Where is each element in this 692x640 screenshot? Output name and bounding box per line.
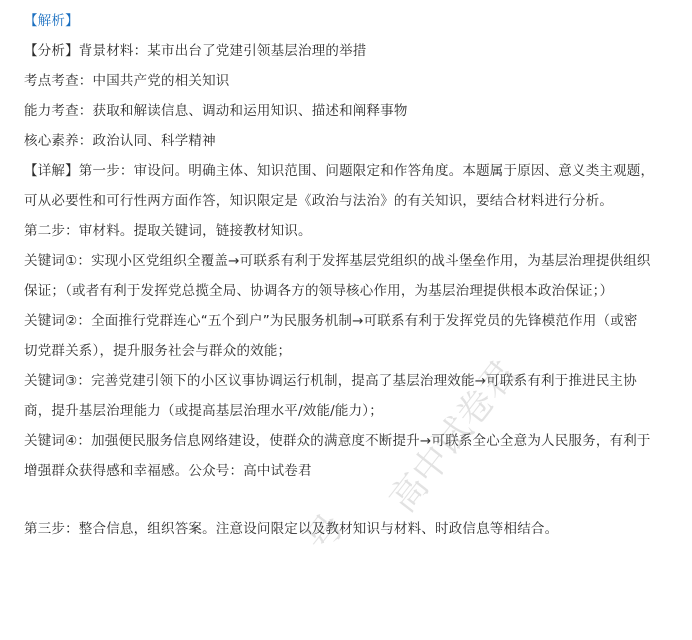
detail-line-1: 【详解】第一步：审设问。明确主体、知识范围、问题限定和作答角度。本题属于原因、意义类主观题，	[24, 163, 655, 179]
step-three-line: 第三步：整合信息，组织答案。注意设问限定以及教材知识与材料、时政信息等相结合。	[24, 521, 559, 537]
detail-line-2: 可从必要性和可行性两方面作答，知识限定是《政治与法治》的有关知识，要结合材料进行分析。	[24, 193, 614, 209]
keyword-2-line-1: 关键词②：全面推行党群连心“五个到户”为民服务机制→可联系有利于发挥党员的先锋模范作用（或密	[24, 313, 638, 329]
keyword-3-line-2: 商，提升基层治理能力（或提高基层治理水平/效能/能力）；	[24, 403, 383, 419]
ability-line: 能力考查：获取和解读信息、调动和运用知识、描述和阐释事物	[24, 103, 408, 119]
keyword-2-line-2: 切党群关系），提升服务社会与群众的效能；	[24, 343, 292, 359]
core-literacy-line: 核心素养：政治认同、科学精神	[24, 133, 216, 149]
keyword-4-line-1: 关键词④：加强便民服务信息网络建设，使群众的满意度不断提升→可联系全心全意为人民服务，有利于	[24, 433, 651, 449]
keyword-1-line-1: 关键词①：实现小区党组织全覆盖→可联系有利于发挥基层党组织的战斗堡垒作用，为基层治理提供组织	[24, 253, 651, 269]
watermark-text: 高中试卷君	[382, 353, 526, 521]
analysis-line: 【分析】背景材料：某市出台了党建引领基层治理的举措	[24, 43, 367, 59]
keyword-1-line-2: 保证；（或者有利于发挥党总揽全局、协调各方的领导核心作用，为基层治理提供根本政治保证；）	[24, 283, 614, 299]
section-header: 【解析】	[24, 13, 79, 29]
step-two-line: 第二步：审材料。提取关键词，链接教材知识。	[24, 223, 312, 239]
keyword-3-line-1: 关键词③：完善党建引领下的小区议事协调运行机制，提高了基层治理效能→可联系有利于推进民主协	[24, 373, 637, 389]
keyword-4-line-2: 增强群众获得感和幸福感。公众号：高中试卷君	[24, 463, 312, 479]
watermark-text-fragment: 号	[298, 506, 353, 561]
exam-point-line: 考点考查：中国共产党的相关知识	[24, 73, 230, 89]
